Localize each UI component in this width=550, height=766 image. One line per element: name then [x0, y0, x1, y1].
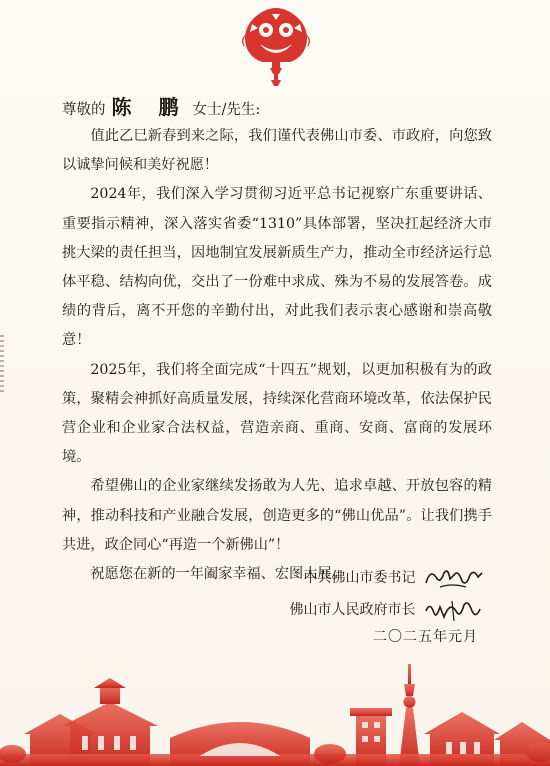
- mayor-title: 佛山市人民政府市长: [289, 602, 416, 618]
- page-edge-mark: [0, 335, 4, 395]
- foshan-skyline-icon: [0, 656, 550, 766]
- paragraph-2025-plan: 2025年，我们将全面完成“十四五”规划，以更加积极有为的政策，聚精会神抓好高质量发展，持续深化营商环境改革，依法保护民营企业和企业家合法权益，营造亲商、重商、安商、富商的发展环境。: [62, 361, 492, 466]
- mayor-handwritten-signature-icon: [422, 597, 484, 623]
- letter-date: 二〇二五年元月: [373, 629, 478, 645]
- recipient-name: 陈 鹏: [111, 95, 189, 119]
- lion-dance-emblem-icon: [226, 0, 326, 86]
- paragraph-2024-review: 2024年，我们深入学习贯彻习近平总书记视察广东重要讲话、重要指示精神，深入落实省委“1310”具体部署，坚决扛起经济大市挑大梁的责任担当，因地制宜发展新质生产力，推动全市经济运行总体平稳、结构向优，交出了一份难中求成、殊为不易的发展答卷。成绩的背后，离不开您的辛勤付出，对此我们表示衷心感谢和崇高敬意！: [62, 186, 492, 349]
- paragraph-greeting: 值此乙巳新春到来之际，我们谨代表佛山市委、市政府，向您致以诚挚问候和美好祝愿！: [62, 128, 492, 174]
- signature-line-mayor: [290, 597, 484, 623]
- salutation-suffix: 女士/先生:: [192, 102, 261, 118]
- party-secretary-title: 中共佛山市委书记: [303, 570, 416, 586]
- salutation-prefix: 尊敬的: [62, 102, 106, 118]
- letter-body: [62, 122, 492, 589]
- signature-line-party-secretary: [304, 565, 484, 591]
- salutation: [62, 94, 260, 120]
- paragraph-hope: 希望佛山的企业家继续发扬敢为人先、追求卓越、开放包容的精神，推动科技和产业融合发展，创造更多的“佛山优品”。让我们携手共进，政企同心“再造一个新佛山”！: [62, 478, 492, 553]
- party-secretary-handwritten-signature-icon: [422, 565, 484, 591]
- paragraph-wishes: 祝愿您在新的一年阖家幸福、宏图大展。: [90, 566, 346, 583]
